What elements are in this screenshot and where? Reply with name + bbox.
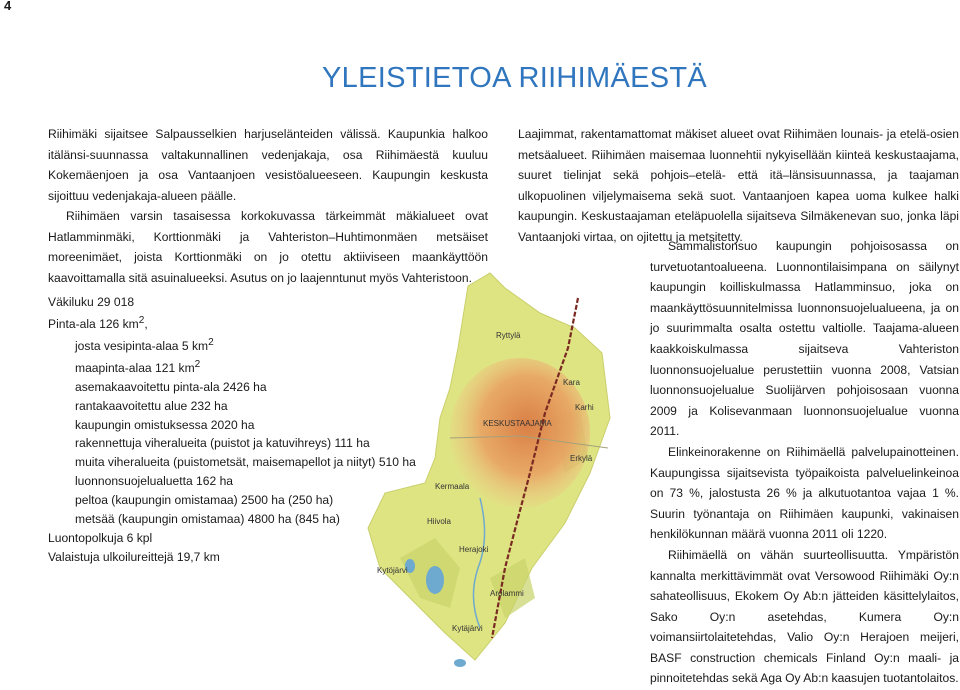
fact-item: peltoa (kaupungin omistamaa) 2500 ha (250 ha) [75,493,334,508]
fact-item: rantakaavoitettu alue 232 ha [75,398,228,413]
ski-trails-line: Valaistuja ulkoilureittejä 19,7 km [48,549,220,564]
population-line: Väkiluku 29 018 [48,295,135,309]
lake-south [454,659,466,667]
fact-item: asemakaavoitettu pinta-ala 2426 ha [75,379,267,394]
left-column-text [48,124,488,288]
fact-item: metsää (kaupungin omistamaa) 4800 ha (845 ha) [75,512,340,527]
municipality-map [340,268,640,678]
page-title: YLEISTIETOA RIIHIMÄESTÄ [322,62,708,94]
fact-item: rakennettuja viheralueita (puistot ja katuvihreys) 111 ha [75,436,370,451]
water-area-line: josta vesipinta-alaa 5 $km^2$ [75,336,214,353]
fact-item: kaupungin omistuksessa 2020 ha [75,417,255,432]
economy-paragraph: Elinkeinorakenne on Riihimäellä palvelupainotteinen. Kaupungissa sijaitsevista työpaikoista palveluelinkeinoa on 73 %, jalostusta 26 % ja alkutuotantoa vajaa 1 %. Suurin työnantaja on Riihimäen kaupunki, vakinaisen henkilökunnan määrä vuonna 2011 oli 1220. [650,444,959,542]
map-label-kermaala: Kermaala [435,482,470,491]
right-column-flow [650,236,959,689]
fact-item: muita viheralueita (puistometsät, maisemapellot ja niityt) 510 ha [75,455,416,470]
nature-reserves-paragraph: Sammalistonsuo kaupungin pohjoisosassa on turvetuotantoalueena. Luonnontilaisimpana on säilynyt kaupungin koilliskulmassa Hatlamminsuo, joka on maankäyttösuunnitelmissa luonnonsuojelualueena, ja on jo suurimmalta osalta ostettu valtiolle. Taajama-alueen kaakkoiskulmassa sijaitseva Vahteriston luonnonsuojelualue perustettiin vuonna 2008, Vatsian luonnonsuojelualue Suolijärven pohjoisosaan vuonna 2009 ja Kolisevanmaan luonnonsuojelualue vuonna 2011. [650,239,959,439]
industry-paragraph: Riihimäellä on vähän suurteollisuutta. Ympäristön kannalta merkittävimmät ovat Versowood Riihimäki Oy:n sahateollisuus, Ekokem Oy Ab:n jätteiden käsittelylaitos, Sako Oy:n asetehdas, Kumera Oy:n voimansiirtolaitetehdas, Valio Oy:n Herajoen meijeri, BASF construction chemicals Finland Oy:n maali- ja pinnoitetehdas sekä Aga Oy Ab:n kaasujen tuotantolaitos. [650,547,959,686]
lake-kytojarvi [426,566,444,594]
map-label-arolammi: Arolammi [490,589,524,598]
right-column-text [518,124,959,248]
area-line: Pinta-ala 126 $km^2$, [48,314,148,331]
page-number: 4 [4,0,12,13]
map-label-herajoki: Herajoki [459,545,489,554]
land-area-line: maapinta-alaa 121 $km^2$ [75,358,201,375]
map-label-keskustaajama: KESKUSTAAJAMA [483,419,552,428]
landscape-paragraph: Laajimmat, rakentamattomat mäkiset alueet ovat Riihimäen lounais- ja etelä-osien metsäalueet. Riihimäen maisemaa luonnehtii nykyisellään kiinteä keskustaajama, suuret tielinjat sekä pohjois–etelä- että itä–länsisuunnassa, ja taajaman ulkopuolinen viljelymaisema sekä suot. Vantaanjoen kapea uoma kulkee halki kaupungin. Keskustaajaman eteläpuolella sijaitseva Silmäkenevan suo, jonka läpi Vantaanjoki virtaa, on ojitettu ja metsitetty. [518,127,959,244]
map-label-ryttyla: Ryttylä [496,331,521,340]
intro-paragraph: Riihimäki sijaitsee Salpausselkien harjuselänteiden välissä. Kaupunkia halkoo itälänsi-suunnassa valtakunnallinen vedenjakaja, osa Riihimäestä kuuluu Kokemäenjoen ja osa Vantaanjoen vesistöalueeseen. Kaupungin keskusta sijoittuu vedenjakaja-alueen päälle. [48,127,488,203]
map-label-karhi: Karhi [575,403,594,412]
trails-line: Luontopolkuja 6 kpl [48,530,153,545]
hills-paragraph: Riihimäen varsin tasaisessa korkokuvassa tärkeimmät mäkialueet ovat Hatlamminmäki, Korttionmäki ja Vahteriston–Huhtimonmäen metsäiset moreenimäet, joista Korttionmäki on jo otettu aktiiviseen maankäyttöön kaavoittamalla sitä asuinalueeksi. Asutus on jo laajenntunut myös Vahteristoon. [48,209,488,285]
map-label-hiivola: Hiivola [427,517,452,526]
map-label-kytojarvi: Kytöjärvi [377,566,408,575]
fact-item: luonnonsuojelualuetta 162 ha [75,474,234,489]
map-label-kytajarvi: Kytäjärvi [452,624,483,633]
map-label-kara: Kara [563,378,580,387]
map-label-erkyla: Erkylä [570,454,593,463]
